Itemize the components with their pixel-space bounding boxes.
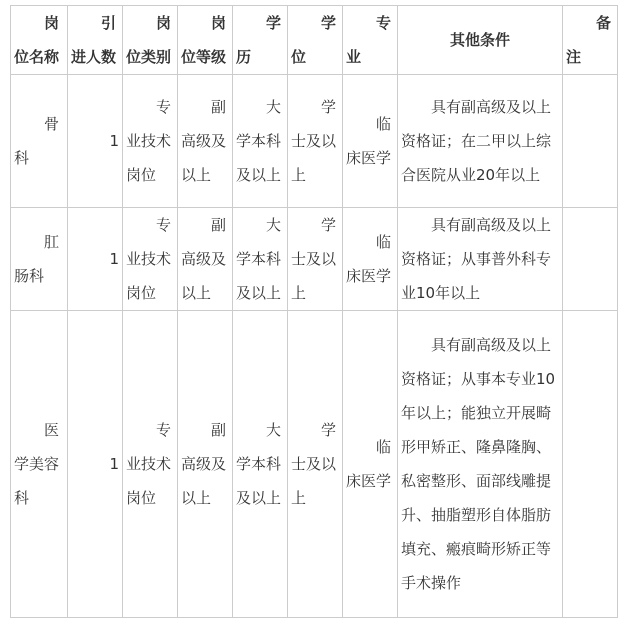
degree-cell: 学士及以上	[288, 311, 343, 618]
recruitment-table	[10, 5, 618, 618]
table-row	[11, 208, 618, 311]
header-count: 引进人数	[68, 6, 123, 75]
count-cell: 1	[68, 311, 123, 618]
count-cell: 1	[68, 208, 123, 311]
category-cell: 专业技术岗位	[123, 75, 178, 208]
major-cell: 临床医学	[343, 75, 398, 208]
category-cell: 专业技术岗位	[123, 311, 178, 618]
level-cell: 副高级及以上	[178, 75, 233, 208]
level-cell: 副高级及以上	[178, 311, 233, 618]
header-education: 学历	[233, 6, 288, 75]
table-header-row	[11, 6, 618, 75]
table-row	[11, 75, 618, 208]
header-degree: 学位	[288, 6, 343, 75]
header-level: 岗位等级	[178, 6, 233, 75]
remarks-cell	[563, 208, 618, 311]
education-cell: 大学本科及以上	[233, 75, 288, 208]
conditions-cell: 具有副高级及以上资格证；从事本专业10年以上；能独立开展畸形甲矫正、隆鼻隆胸、私密整形、面部线雕提升、抽脂塑形自体脂肪填充、瘢痕畸形矫正等手术操作	[398, 311, 563, 618]
header-post-name: 岗位名称	[11, 6, 68, 75]
conditions-cell: 具有副高级及以上资格证；在二甲以上综合医院从业20年以上	[398, 75, 563, 208]
education-cell: 大学本科及以上	[233, 208, 288, 311]
post-name-cell: 骨科	[11, 75, 68, 208]
remarks-cell	[563, 311, 618, 618]
table-row	[11, 311, 618, 618]
conditions-cell: 具有副高级及以上资格证；从事普外科专业10年以上	[398, 208, 563, 311]
header-major: 专业	[343, 6, 398, 75]
category-cell: 专业技术岗位	[123, 208, 178, 311]
education-cell: 大学本科及以上	[233, 311, 288, 618]
level-cell: 副高级及以上	[178, 208, 233, 311]
major-cell: 临床医学	[343, 208, 398, 311]
header-category: 岗位类别	[123, 6, 178, 75]
remarks-cell	[563, 75, 618, 208]
post-name-cell: 医学美容科	[11, 311, 68, 618]
major-cell: 临床医学	[343, 311, 398, 618]
post-name-cell: 肛肠科	[11, 208, 68, 311]
header-conditions: 其他条件	[398, 6, 563, 75]
header-remarks: 备注	[563, 6, 618, 75]
degree-cell: 学士及以上	[288, 208, 343, 311]
degree-cell: 学士及以上	[288, 75, 343, 208]
count-cell: 1	[68, 75, 123, 208]
